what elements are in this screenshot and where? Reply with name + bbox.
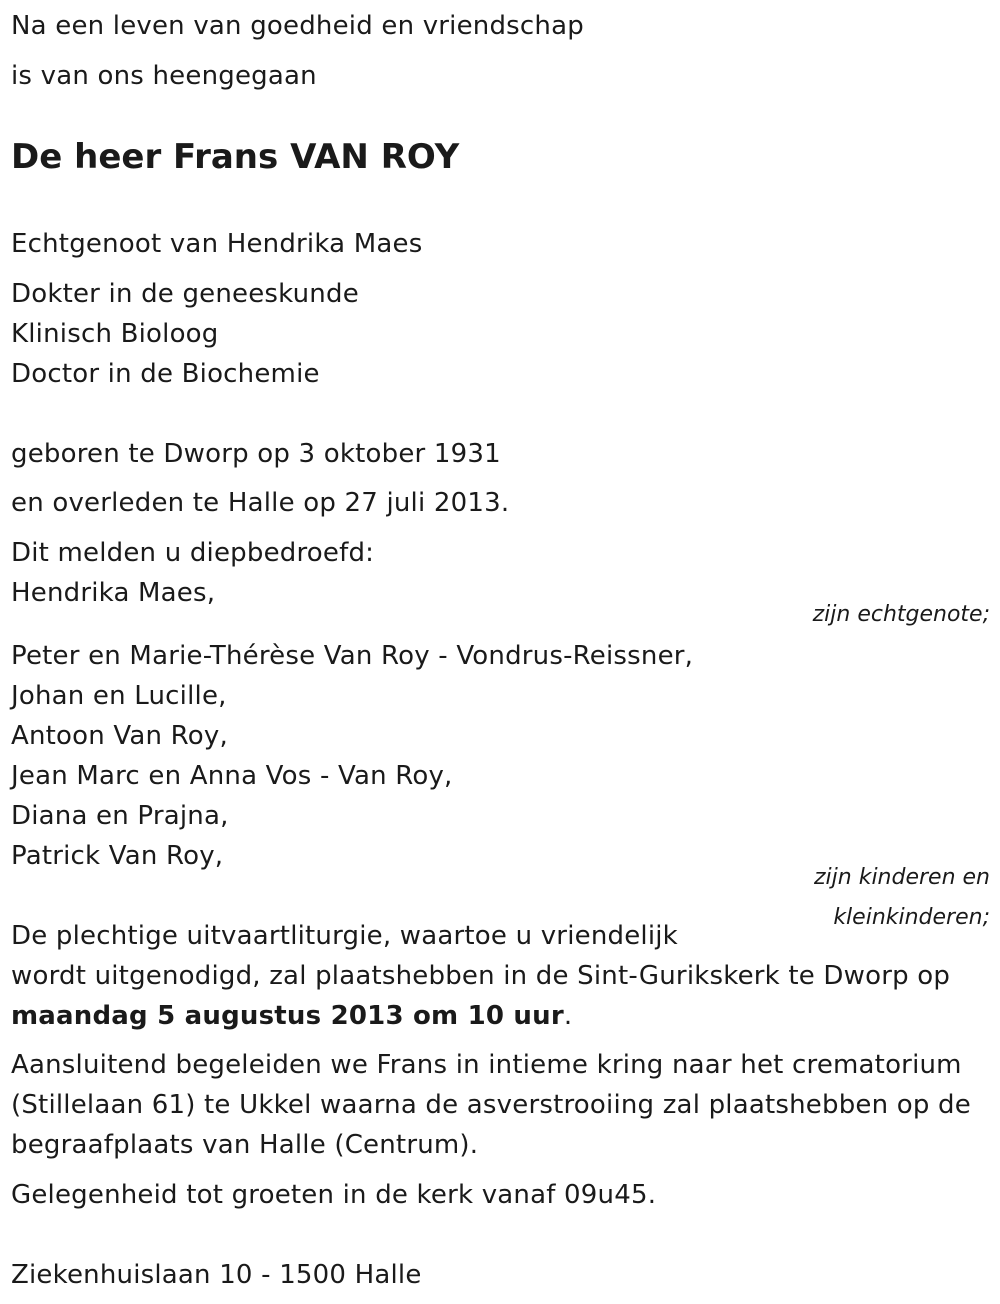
deceased-name: De heer Frans VAN ROY (11, 137, 460, 177)
intro-line-2: is van ons heengegaan (11, 61, 317, 91)
title-line: Doctor in de Biochemie (11, 359, 320, 389)
ceremony-date-line (11, 1003, 572, 1029)
child-line: Johan en Lucille, (11, 681, 227, 711)
ceremony-date-end: . (563, 1001, 573, 1031)
announce-line: Dit melden u diepbedroefd: (11, 538, 375, 568)
child-line: Peter en Marie-Thérèse Van Roy - Vondrus-Reissner, (11, 641, 694, 671)
title-line: Klinisch Bioloog (11, 319, 219, 349)
intro-line-1: Na een leven van goedheid en vriendschap (11, 11, 584, 41)
spouse-role: zijn echtgenote; (812, 602, 990, 627)
child-line: Patrick Van Roy, (11, 841, 224, 871)
children-role-line-1: zijn kinderen en (814, 865, 990, 890)
ceremony-line-1: De plechtige uitvaartliturgie, waartoe u vriendelijk (11, 921, 678, 951)
address-line: Ziekenhuislaan 10 - 1500 Halle (11, 1260, 422, 1290)
child-line: Antoon Van Roy, (11, 721, 228, 751)
title-line: Dokter in de geneeskunde (11, 279, 359, 309)
child-line: Diana en Prajna, (11, 801, 229, 831)
after-line: Aansluitend begeleiden we Frans in intieme kring naar het crematorium (11, 1050, 962, 1080)
visit-line: Gelegenheid tot groeten in de kerk vanaf 09u45. (11, 1180, 657, 1210)
ceremony-date: maandag 5 augustus 2013 om 10 uur (11, 1001, 564, 1031)
child-line: Jean Marc en Anna Vos - Van Roy, (11, 761, 453, 791)
after-line: (Stillelaan 61) te Ukkel waarna de asverstrooiing zal plaatshebben op de (11, 1090, 971, 1120)
spouse-of: Echtgenoot van Hendrika Maes (11, 229, 423, 259)
ceremony-line-2: wordt uitgenodigd, zal plaatshebben in de Sint-Gurikskerk te Dworp op (11, 961, 951, 991)
born-line: geboren te Dworp op 3 oktober 1931 (11, 439, 501, 469)
after-line: begraafplaats van Halle (Centrum). (11, 1130, 479, 1160)
children-role-line-2: kleinkinderen; (833, 905, 990, 930)
spouse-name: Hendrika Maes, (11, 578, 216, 608)
died-line: en overleden te Halle op 27 juli 2013. (11, 488, 510, 518)
